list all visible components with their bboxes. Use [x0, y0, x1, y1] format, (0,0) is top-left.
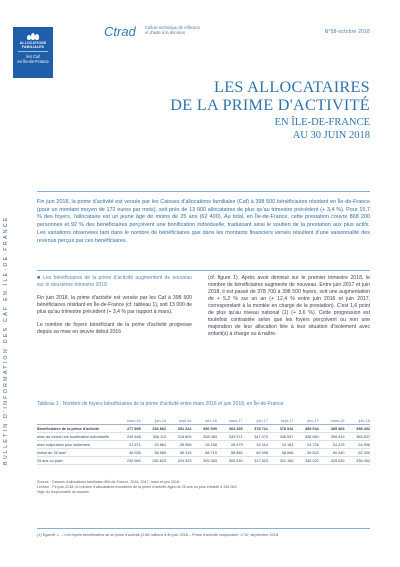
table-cell: 21 571 — [115, 441, 141, 449]
table-cell: 325 039 — [319, 457, 345, 465]
table-row-label: 25 ans ou plus* — [37, 457, 115, 465]
table-cell: 56 569 — [141, 449, 166, 457]
table-cell: 24 861 — [141, 441, 166, 449]
table-cell: 328 083 — [192, 433, 217, 441]
logo-line-1: ALLOCATIONS — [19, 41, 47, 45]
table-cell: 318 803 — [166, 433, 191, 441]
table-cell: 321 150 — [268, 457, 293, 465]
right-paragraph-1: (cf. figure 1). Après avoir diminué sur le premier trimestre 2018, le nombre de bénéficiaires augmente de nouveau. Entre juin 2017 et juin 2018, il est passé de 378 700 à 398 500 foyers, soit une augmentation de + 5,2 % sur un an (+ 12,4 % entre juin 2016 et juin 2017, correspondant à la montée en charge de la prestation). C'est 1,6 point de plus qu'au niveau national (1) (+ 3,6 %). Cette progression est toutefois contrastée selon que les foyers perçoivent ou non une majoration de leur allocation liée à leur situation d'isolement avec enfant(s) à charge ou à naître. — [208, 275, 370, 337]
title-line-1: LES ALLOCATAIRES — [214, 78, 370, 96]
section-heading-text: Les bénéficiaires de la prime d'activité augmentent de nouveau sur le deuxième trimestre 2018 — [37, 275, 193, 288]
table-cell: 25 555 — [166, 441, 191, 449]
table-cell: 26 168 — [192, 441, 217, 449]
table-cell: 378 516 — [268, 425, 293, 433]
source-line-1: Source : Caisses d'allocations familiales d'Île-de-France, 2016, 2017, mars et juin 2018. — [37, 480, 181, 484]
right-column — [208, 275, 370, 344]
logo-divider — [18, 51, 48, 52]
table-cell: 333 971 — [217, 433, 243, 441]
table-row-label: avec majoration pour isolement — [37, 441, 115, 449]
bullet-square-icon: ■ — [37, 275, 41, 281]
table-cell: 385 469 — [319, 425, 345, 433]
table-cell: 305 530 — [217, 457, 243, 465]
table-cell: 46 935 — [115, 449, 141, 457]
table-column-header: sept-16 — [166, 418, 191, 425]
table-cell: 348 537 — [268, 433, 293, 441]
page-subtitle — [275, 116, 370, 142]
brand-subtitle-line-2: et d'aide à la décision — [145, 30, 186, 35]
table-cell: 62 390 — [345, 449, 371, 457]
table-cell: 24 596 — [345, 441, 371, 449]
table-cell: 24 475 — [319, 441, 345, 449]
table-cell: 347 070 — [243, 433, 268, 441]
table-cell: 26 479 — [217, 441, 243, 449]
table-cell: 60 598 — [243, 449, 268, 457]
page-title — [170, 79, 370, 114]
divider-intro — [37, 270, 370, 271]
table-cell: 58 666 — [268, 449, 293, 457]
table-column-header: juin-16 — [141, 418, 166, 425]
logo-line-3: les Caf — [26, 53, 40, 59]
table-header-row — [37, 418, 370, 425]
table-row-label: moins de 25 ans* — [37, 449, 115, 457]
table-cell: 358 080 — [293, 433, 318, 441]
left-paragraph-1: Fin juin 2018, la prime d'activité est versée par les Caf à 398 500 bénéficiaires résidant en Île-de-France (cf. tableau 1), soit 13 000 de plus qu'au trimestre précédent (+ 3,4 % par rapport à mars). — [37, 295, 192, 315]
table-column-header: déc-16 — [192, 418, 217, 425]
table-column-header: mars-16 — [115, 418, 141, 425]
table-cell: 58 719 — [192, 449, 217, 457]
table-source — [37, 480, 367, 495]
source-line-2: Lecture : Fin juin 2018, le nombre d'allocataires franciliens de la prime d'activité âgés de 25 ans ou plus s'établit à 336 062. — [37, 485, 238, 489]
table-column-header: déc-17 — [293, 418, 318, 425]
table-cell: 398 452 — [345, 425, 371, 433]
table-row — [37, 433, 370, 441]
table-cell: 330 022 — [293, 457, 318, 465]
logo-line-2: FAMILIALES — [21, 45, 45, 50]
table-cell: 355 419 — [319, 433, 345, 441]
table-cell: 280 813 — [141, 457, 166, 465]
brand-subtitle — [145, 25, 205, 35]
table-cell: 336 862 — [141, 425, 166, 433]
table-row — [37, 425, 370, 433]
table-header-label — [37, 418, 115, 425]
table-column-header: juin-18 — [345, 418, 371, 425]
table-title: Tableau 1 : Nombre de foyers bénéficiaires de la prime d'activité entre mars 2016 et juin 2018, en Île-de-France — [37, 401, 284, 407]
table-cell: 230 960 — [115, 457, 141, 465]
table-cell: 56 319 — [166, 449, 191, 457]
table-cell: 24 163 — [268, 441, 293, 449]
table-cell: 305 283 — [192, 457, 217, 465]
table-cell: 365 837 — [345, 433, 371, 441]
table-cell: 24 414 — [243, 441, 268, 449]
issue-number: N°58-octobre 2018 — [324, 29, 370, 35]
brand-subtitle-line-1: Cellule technique de réflexion — [145, 25, 200, 30]
table-cell: 356 999 — [192, 425, 217, 433]
table-cell: 389 034 — [293, 425, 318, 433]
left-column — [37, 275, 192, 342]
table-column-header: juin-17 — [243, 418, 268, 425]
divider-top — [37, 191, 370, 192]
family-emblem-icon — [27, 31, 39, 40]
table-cell: 24 726 — [293, 441, 318, 449]
table-cell: 294 923 — [166, 457, 191, 465]
caf-logo — [13, 27, 53, 78]
source-line-3: *âge du responsable du dossier. — [37, 490, 90, 494]
table-cell: 336 062 — [345, 457, 371, 465]
left-paragraph-2: Le nombre de foyers bénéficiant de la prime d'activité progresse depuis sa mise en œuvre début 2016 — [37, 322, 192, 335]
logo-line-4: en Île-de-France — [17, 58, 49, 64]
table-column-header: mars-18 — [319, 418, 345, 425]
table-cell: 378 721 — [243, 425, 268, 433]
title-line-2: DE LA PRIME D'ACTIVITÉ — [170, 95, 370, 114]
table-row — [37, 457, 370, 465]
beneficiaries-table — [37, 418, 370, 465]
table-cell: 59 522 — [293, 449, 318, 457]
table-column-header: mars-17 — [217, 418, 243, 425]
subtitle-line-1: EN ÎLE-DE-FRANCE — [274, 117, 370, 128]
table-cell: 351 242 — [166, 425, 191, 433]
table-row — [37, 441, 370, 449]
table-column-header: sept-17 — [268, 418, 293, 425]
subtitle-line-2: AU 30 JUIN 2018 — [292, 130, 370, 141]
section-heading — [37, 275, 192, 289]
brand-name: Ctrad — [104, 24, 136, 39]
table-cell: 317 623 — [243, 457, 268, 465]
table-row-label: avec au moins une bonification individuelle — [37, 433, 115, 441]
divider-footnote — [37, 528, 370, 529]
table-cell: 60 440 — [319, 449, 345, 457]
table-cell: 58 885 — [217, 449, 243, 457]
table-row-label: Bénéficiaires de la prime d'activité — [37, 425, 115, 433]
table-cell: 308 113 — [141, 433, 166, 441]
table-cell: 277 895 — [115, 425, 141, 433]
table-cell: 364 335 — [217, 425, 243, 433]
bulletin-sidebar-text: BULLETIN D'INFORMATION DES CAF EN ÎLE-DE-FRANCE — [3, 215, 9, 465]
footnote: (1) Egaroff, L. – Les foyers bénéficiaires de la prime d'activité (2,66 millions à fin juin 2018 – Prime d'activité conjoncture, n°10, septembre 2018. — [37, 533, 280, 537]
table-row — [37, 449, 370, 457]
table-cell: 249 468 — [115, 433, 141, 441]
intro-paragraph: Fin juin 2018, la prime d'activité est versée par les Caisses d'allocations familiales (Caf) à 398 500 bénéficiaires résidant en Île-de-France (pour un montant moyen de 172 euros par mois), soit près de 13 000 allocataires de plus qu'au trimestre précédent (+ 3,4 %). Pour 15,7 % des foyers, l'allocataire est un jeune âgé de moins de 25 ans (62 400). Au total, en Île-de-France, cette prestation couvre 868 200 personnes et 92 % des bénéficiaires perçoivent une bonification individuelle, traduisant ainsi le soutien de la prestation aux plus actifs. Les variations observées tant dans le nombre de bénéficiaires que dans les montants financiers versés résultent d'une saisonnalité des revenus perçus par ces bénéficiaires. — [37, 199, 370, 244]
